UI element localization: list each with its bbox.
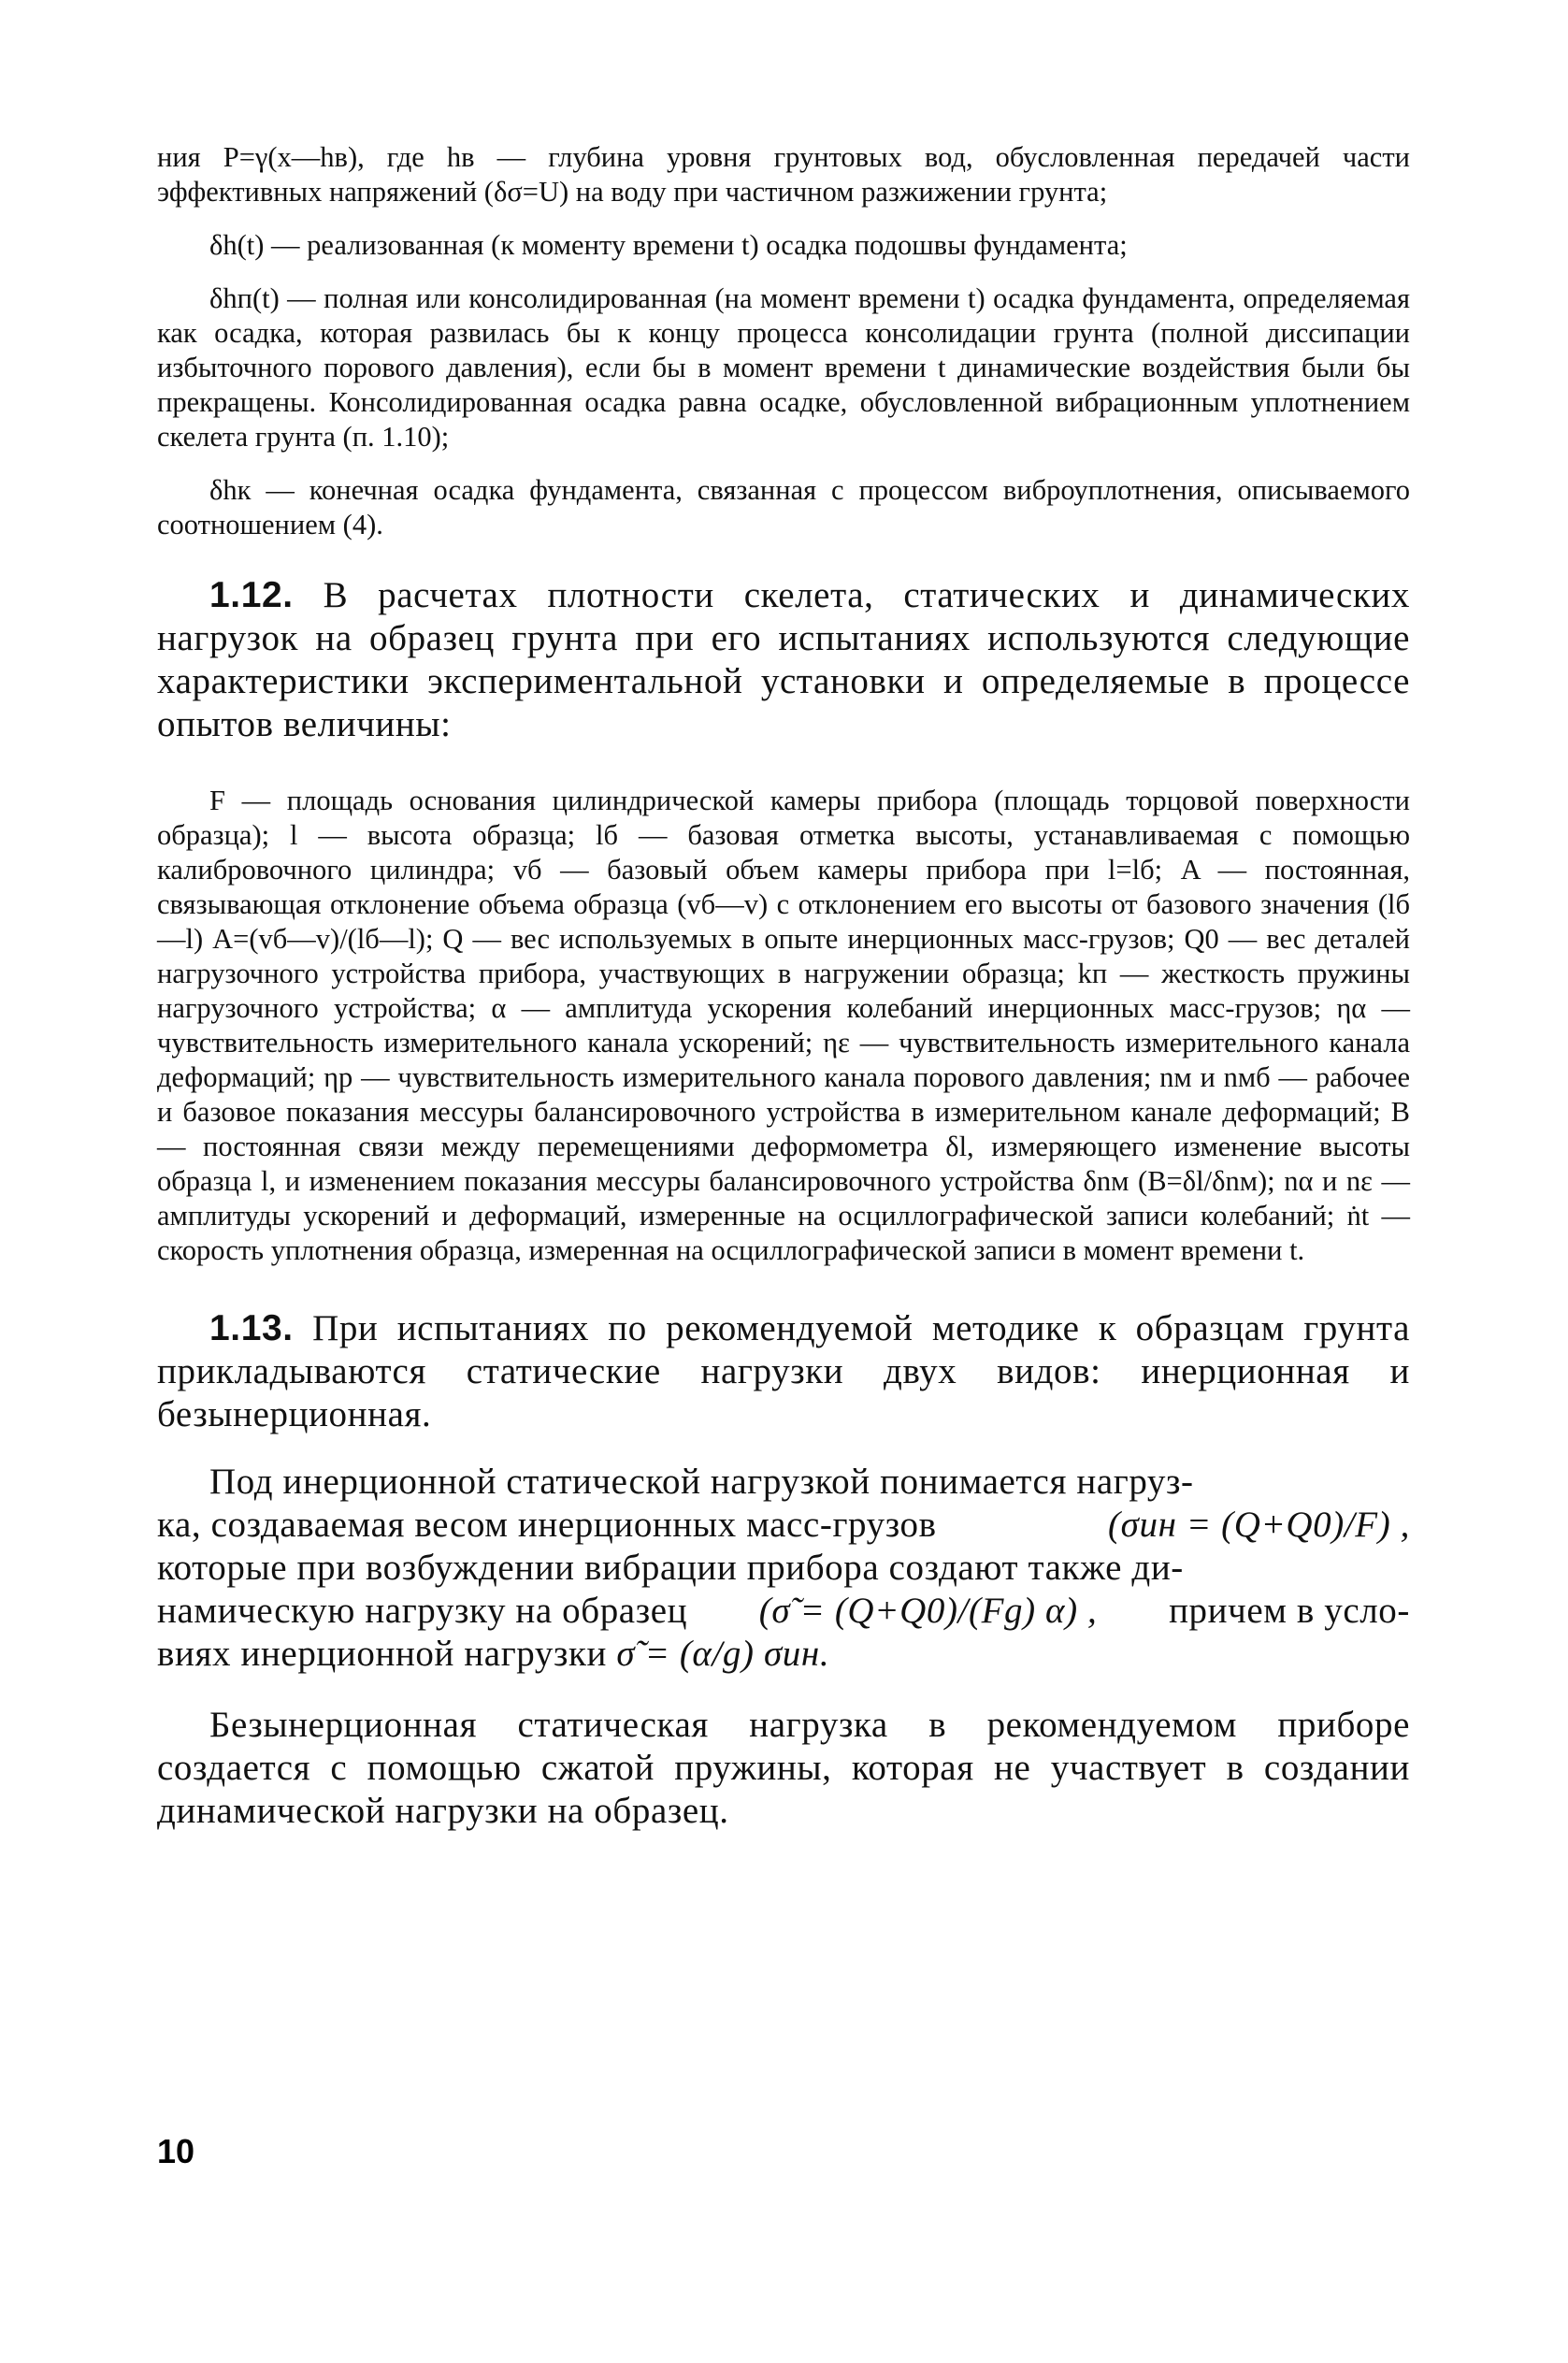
section-text: В расчетах плотности скелета, статических и динамических нагрузок на образец грунта при его испытаниях используются следующие характеристики экспериментальной установки и определяемые в процессе опытов величины: (157, 575, 1410, 744)
text-line (157, 1633, 1410, 1676)
characteristics-paragraph: F — площадь основания цилиндрической камеры прибора (площадь торцовой поверхности образца); l — высота образца; lб — базовая отметка высоты, устанавливаемая с помощью калибровочного цилиндра; vб — базовый объем камеры прибора при l=lб; A — постоянная, связывающая отклонение объема образца (vб—v) с отклонением его высоты от базового значения (lб—l) A=(vб—v)/(lб—l); Q — вес используемых в опыте инерционных масс-грузов; Q0 — вес деталей нагрузочного устройства прибора, участвующих в нагружении образца; kп — жесткость пружины нагрузочного устройства; α — амплитуда ускорения колебаний инерционных масс-грузов; ηα — чувствительность измерительного канала ускорений; ηε — чувствительность измерительного канала деформаций; ηp — чувствительность измерительного канала порового давления; nм и nмб — рабочее и базовое показания мессуры балансировочного устройства в измерительном канале деформаций; B — постоянная связи между перемещениями деформометра δl, измеряющего изменение высоты образца l, и изменением показания мессуры балансировочного устройства δnм (B=δl/δnм); nα и nε — амплитуды ускорений и деформаций, измеренные на осциллографической записи колебаний; ṅt — скорость уплотнения образца, измеренная на осциллографической записи в момент времени t. (157, 785, 1410, 1266)
sigma-inertial-formula: (σин = (Q+Q0)/F) , (1108, 1505, 1410, 1545)
sigma-relation-formula: σ̃ = (α/g) σин. (616, 1634, 830, 1674)
text-line (157, 1590, 1410, 1633)
section-text: При испытаниях по рекомендуемой методике к образцам грунта прикладываются статические нагрузки двух видов: инерционная и безынерционная. (157, 1308, 1410, 1434)
document-page (157, 140, 1410, 2319)
definition-paragraph: δhк — конечная осадка фундамента, связанная с процессом виброуплотнения, описываемого соотношением (4). (157, 474, 1410, 540)
noninertial-load-paragraph: Безынерционная статическая нагрузка в рекомендуемом приборе создается с помощью сжатой пружины, которая не участвует в создании динамической нагрузки на образец. (157, 1705, 1410, 1831)
definition-paragraph: ния P=γ(x—hв), где hв — глубина уровня грунтовых вод, обусловленная передачей части эффективных напряжений (δσ=U) на воду при частичном разжижении грунта; (157, 141, 1410, 208)
definition-paragraph: δh(t) — реализованная (к моменту времени t) осадка подошвы фундамента; (209, 229, 1128, 261)
text-line: Под инерционной статической нагрузкой понимается нагруз- (209, 1462, 1194, 1502)
sigma-dynamic-formula: (σ̃ = (Q+Q0)/(Fg) α) , (758, 1591, 1098, 1631)
text-line: которые при возбуждении вибрации прибора создают также ди- (157, 1548, 1184, 1588)
page-number: 10 (157, 2132, 195, 2170)
text-line (157, 1504, 1410, 1547)
section-1-12-paragraph (157, 574, 1410, 746)
line-text: намическую нагрузку на образец (157, 1591, 688, 1631)
line-text: ка, создаваемая весом инерционных масс-грузов (157, 1505, 937, 1545)
line-tail: причем в усло- (1169, 1591, 1410, 1631)
line-text: виях инерционной нагрузки (157, 1634, 608, 1674)
section-number: 1.12. (209, 575, 294, 615)
section-1-13-paragraph (157, 1307, 1410, 1436)
section-number: 1.13. (209, 1308, 294, 1348)
definition-paragraph: δhп(t) — полная или консолидированная (на момент времени t) осадка фундамента, определяемая как осадка, которая развилась бы к концу процесса консолидации грунта (полной диссипации избыточного порового давления), если бы в момент времени t динамические воздействия были бы прекращены. Консолидированная осадка равна осадке, обусловленной вибрационным уплотнением скелета грунта (п. 1.10); (157, 282, 1410, 453)
inertial-load-paragraph (157, 1461, 1410, 1676)
